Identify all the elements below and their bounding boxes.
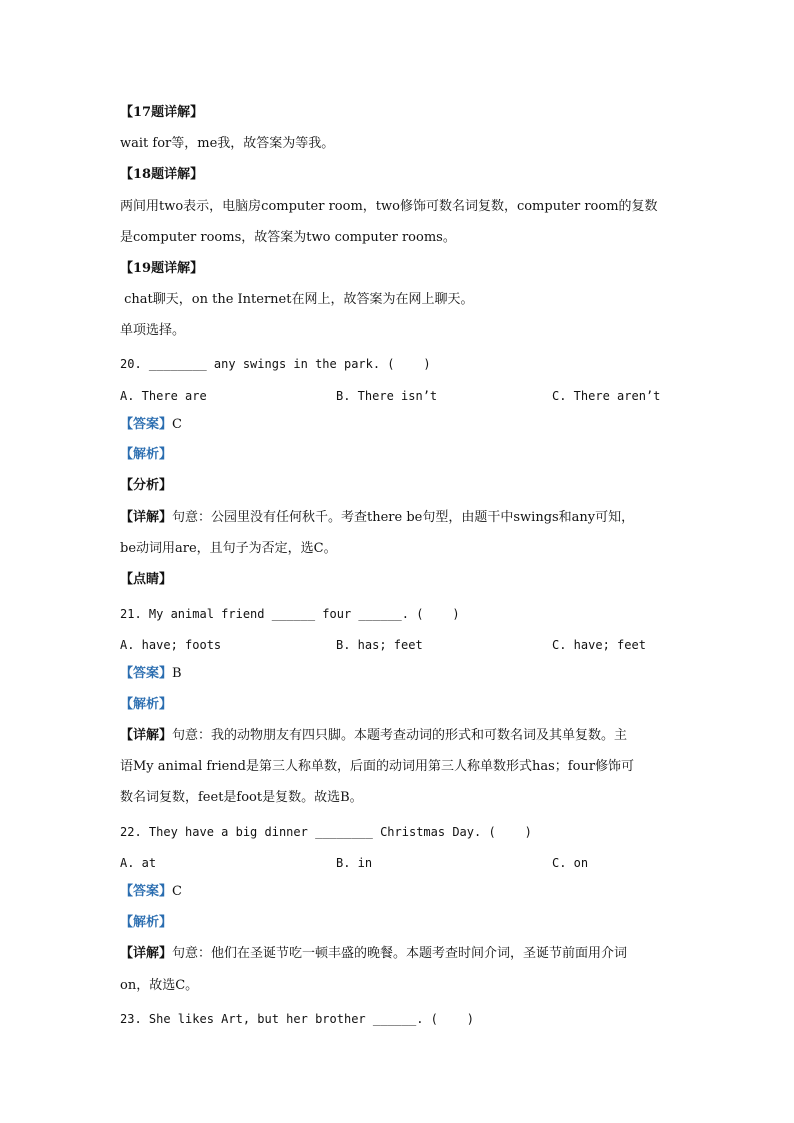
q19-body: chat聊天，on the Internet在网上，故答案为在网上聊天。 [120, 292, 474, 307]
q17-body: wait for等，me我，故答案为等我。 [120, 136, 335, 151]
q21-detail-line-2: 语My animal friend是第三人称单数，后面的动词用第三人称单数形式has；four修饰可 [120, 759, 635, 774]
q20-detail-line-1 [120, 509, 634, 527]
q18-body-line-1: 两间用two表示，电脑房computer room，two修饰可数名词复数，computer room的复数 [120, 199, 658, 214]
q22-option-c: C. on [552, 856, 589, 870]
q21-option-c: C. have; feet [552, 638, 646, 652]
q22-detail-line-1 [120, 945, 627, 963]
answer-value: B [172, 666, 182, 681]
q20-detail-line-2: be动词用are，且句子为否定，选C。 [120, 541, 337, 556]
q22-analysis-label: 【解析】 [120, 915, 173, 930]
detail-text: 句意：我的动物朋友有四只脚。本题考查动词的形式和可数名词及其单复数。主 [172, 728, 628, 743]
q19-header: 【19题详解】 [120, 261, 204, 276]
q22-answer-row [120, 883, 182, 901]
q21-option-b: B. has; feet [336, 638, 423, 652]
q22-detail-line-2: on，故选C。 [120, 978, 199, 993]
answer-label: 【答案】 [120, 417, 173, 432]
q18-header: 【18题详解】 [120, 167, 204, 182]
answer-value: C [172, 884, 182, 899]
q20-fenxi-label: 【分析】 [120, 478, 173, 493]
detail-label: 【详解】 [120, 728, 173, 743]
q20-option-a: A. There are [120, 389, 207, 403]
q20-option-b: B. There isn’t [336, 389, 438, 403]
q21-answer-row [120, 665, 182, 683]
answer-label: 【答案】 [120, 884, 173, 899]
detail-label: 【详解】 [120, 946, 173, 961]
q21-stem: 21. My animal friend ______ four ______. ( ) [120, 607, 460, 621]
q23-stem: 23. She likes Art, but her brother ______. ( ) [120, 1012, 475, 1026]
q22-stem: 22. They have a big dinner ________ Christmas Day. ( ) [120, 825, 532, 839]
detail-label: 【详解】 [120, 510, 173, 525]
q21-detail-line-3: 数名词复数，feet是foot是复数。故选B。 [120, 790, 363, 805]
q17-header: 【17题详解】 [120, 105, 204, 120]
q18-body-line-2: 是computer rooms，故答案为two computer rooms。 [120, 230, 456, 245]
single-choice-heading: 单项选择。 [120, 323, 186, 338]
q21-detail-line-1 [120, 727, 627, 745]
detail-text: 句意：他们在圣诞节吃一顿丰盛的晚餐。本题考查时间介词，圣诞节前面用介词 [172, 946, 628, 961]
q22-option-a: A. at [120, 856, 157, 870]
q20-option-c: C. There aren’t [552, 389, 661, 403]
q21-analysis-label: 【解析】 [120, 697, 173, 712]
answer-value: C [172, 417, 182, 432]
q21-option-a: A. have; foots [120, 638, 222, 652]
q20-stem: 20. ________ any swings in the park. ( ) [120, 357, 431, 371]
q20-dianjing-label: 【点睛】 [120, 572, 173, 587]
answer-label: 【答案】 [120, 666, 173, 681]
q20-analysis-label: 【解析】 [120, 447, 173, 462]
detail-text: 句意：公园里没有任何秋千。考查there be句型，由题干中swings和any可知， [172, 510, 635, 525]
q20-answer-row [120, 416, 182, 434]
q22-option-b: B. in [336, 856, 373, 870]
